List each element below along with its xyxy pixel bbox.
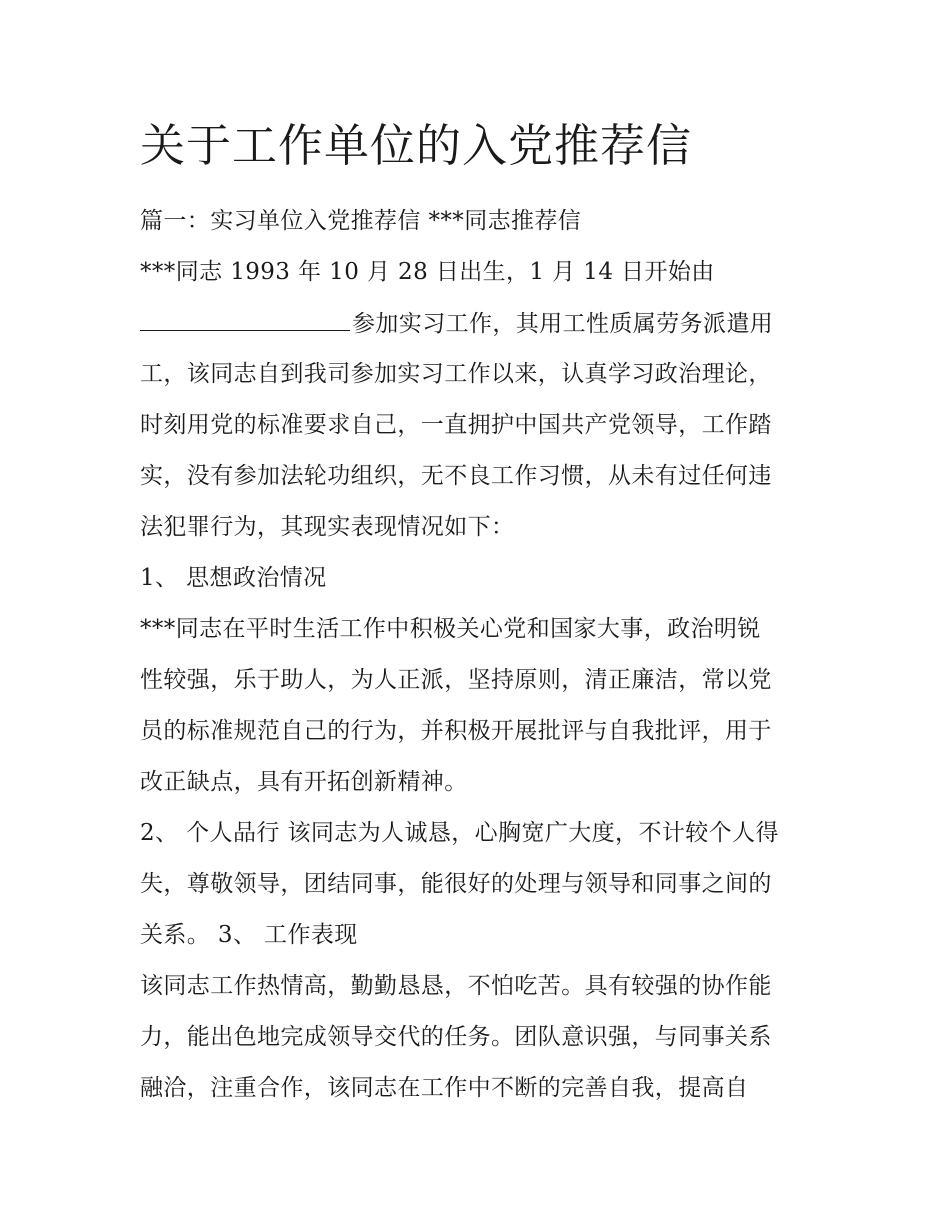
paragraph-line: ***同志在平时生活工作中积极关心党和国家大事，政治明锐 — [140, 616, 761, 642]
paragraph-line: 法犯罪行为，其现实表现情况如下： — [140, 514, 515, 540]
document-title: 关于工作单位的入党推荐信 — [140, 119, 693, 172]
paragraph-line: 失，尊敬领导，团结同事，能很好的处理与领导和同事之间的 — [140, 871, 772, 897]
paragraph-line: 时刻用党的标准要求自己，一直拥护中国共产党领导，工作踏 — [140, 412, 772, 438]
fill-in-blank — [140, 308, 350, 331]
paragraph-line-with-blank — [140, 308, 773, 339]
paragraph-line: 融洽，注重合作，该同志在工作中不断的完善自我，提高自 — [140, 1075, 749, 1101]
section-heading: 1、 思想政治情况 — [140, 565, 327, 591]
paragraph-line: 工，该同志自到我司参加实习工作以来，认真学习政治理论， — [140, 361, 772, 387]
section-heading: 关系。 3、 工作表现 — [140, 922, 358, 948]
paragraph-line: 该同志工作热情高，勤勤恳恳，不怕吃苦。具有较强的协作能 — [140, 973, 772, 999]
paragraph-line: 篇一：实习单位入党推荐信 ***同志推荐信 — [140, 208, 582, 234]
paragraph-line: ***同志 1993 年 10 月 28 日出生，1 月 14 日开始由 — [140, 259, 715, 285]
paragraph-line: 性较强，乐于助人，为人正派，坚持原则，清正廉洁，常以党 — [140, 667, 772, 693]
paragraph-line: 实，没有参加法轮功组织，无不良工作习惯，从未有过任何违 — [140, 463, 772, 489]
paragraph-line-text: 参加实习工作，其用工性质属劳务派遣用 — [352, 311, 774, 337]
paragraph-line: 员的标准规范自己的行为，并积极开展批评与自我批评，用于 — [140, 718, 772, 744]
paragraph-line: 改正缺点，具有开拓创新精神。 — [140, 769, 468, 795]
paragraph-line: 力，能出色地完成领导交代的任务。团队意识强，与同事关系 — [140, 1024, 772, 1050]
section-heading: 2、 个人品行 该同志为人诚恳，心胸宽广大度，不计较个人得 — [140, 820, 779, 846]
